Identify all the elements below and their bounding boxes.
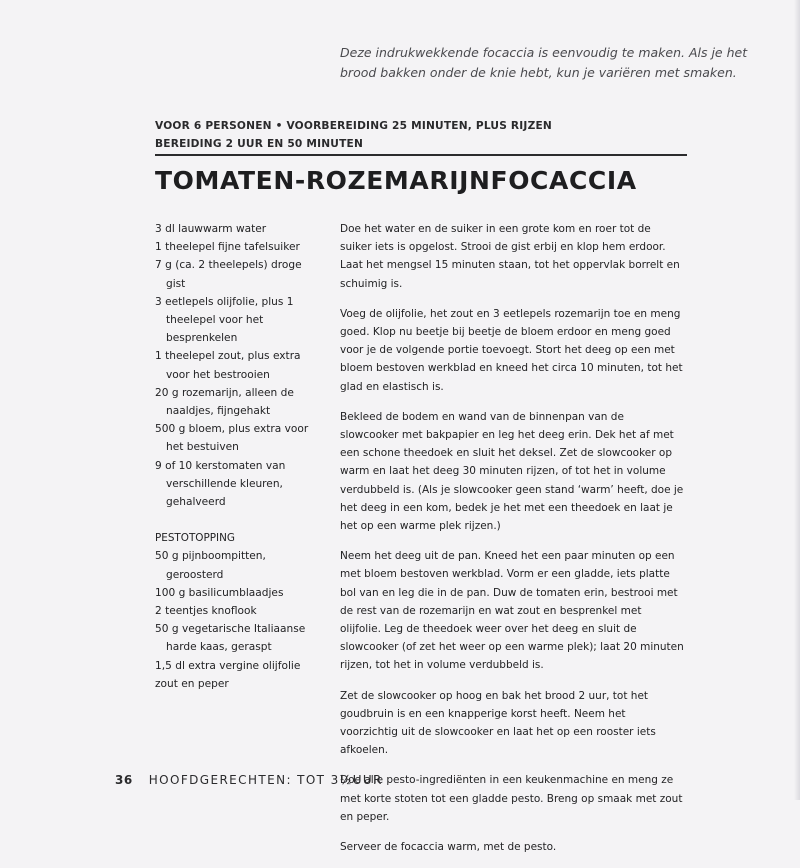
ingredient-item: 20 g rozemarijn, alleen de naaldjes, fijngehakt — [155, 386, 294, 418]
method-step: Neem het deeg uit de pan. Kneed het een paar minuten op een met bloem bestoven werkblad. Vorm er een gladde, iets platte bol van en leg die in de pan. Duw de tomaten erin, bestrooi met de rest van de rozemarijn en wat zout en besprenkel met olijfolie. Leg de theedoek weer over het deeg en sluit de slowcooker (of zet het weer op een warme plek); laat 20 minuten rijzen, tot het in volume verdubbeld is. — [340, 550, 684, 672]
page-edge — [794, 0, 800, 800]
recipe-title: TOMATEN-ROZEMARIJNFOCACCIA — [155, 166, 637, 195]
ingredient-item: 1 theelepel fijne tafelsuiker — [155, 241, 300, 254]
meta-cooking-time: BEREIDING 2 UUR EN 50 MINUTEN — [155, 138, 364, 150]
method-step: Bekleed de bodem en wand van de binnenpan van de slowcooker met bakpapier en leg het deeg erin. Dek het af met een schone theedoek en sluit het deksel. Zet de slowcooker op warm en laat het deeg 30 minuten rijzen, of tot het in volume verdubbeld is. (Als je slowcooker geen stand ‘warm’ heeft, doe je het deeg in een kom, bedek je het met een theedoek en laat je het op een warme plek rijzen.) — [340, 410, 684, 533]
ingredient-item: 3 dl lauwwarm water — [155, 223, 267, 235]
ingredient-item: 3 eetlepels olijfolie, plus 1 theelepel voor het besprenkelen — [155, 295, 294, 345]
title-divider — [155, 154, 687, 156]
method-step: Doe het water en de suiker in een grote kom en roer tot de suiker iets is opgelost. Strooi de gist erbij en klop hem erdoor. Laat het mengsel 15 minuten staan, tot het oppervlak borrelt en schuimig is. — [340, 223, 680, 290]
intro-text: Deze indrukwekkende focaccia is eenvoudig te maken. Als je het brood bakken onder de knie hebt, kun je variëren met smaken. — [340, 45, 748, 80]
method-step: Voeg de olijfolie, het zout en 3 eetlepels rozemarijn toe en meng goed. Klop nu beetje bij beetje de bloem erdoor en meng goed voor je de volgende portie toevoegt. Stort het deeg op een met bloem bestoven werkblad en kneed het circa 10 minuten, tot het glad en elastisch is. — [340, 307, 683, 393]
ingredient-item: 500 g bloem, plus extra voor het bestuiven — [155, 423, 309, 454]
method-step: Serveer de focaccia warm, met de pesto. — [340, 841, 557, 854]
pesto-ingredient-item: 50 g vegetarische Italiaanse harde kaas, geraspt — [155, 623, 306, 654]
pesto-ingredient-item: zout en peper — [155, 677, 229, 690]
ingredients-column — [155, 220, 320, 693]
pesto-ingredient-item: 2 teentjes knoflook — [155, 605, 257, 618]
meta-servings-prep: VOOR 6 PERSONEN • VOORBEREIDING 25 MINUTEN, PLUS RIJZEN — [155, 120, 552, 132]
pesto-ingredient-item: 1,5 dl extra vergine olijfolie — [155, 659, 301, 672]
method-step: Doe alle pesto-ingrediënten in een keukenmachine en meng ze met korte stoten tot een gladde pesto. Breng op smaak met zout en peper. — [340, 774, 683, 823]
pesto-ingredient-item: 100 g basilicumblaadjes — [155, 586, 284, 599]
method-column — [340, 220, 685, 868]
method-step: Zet de slowcooker op hoog en bak het brood 2 uur, tot het goudbruin is en een knapperige korst heeft. Neem het voorzichtig uit de slowcooker en laat het op een rooster iets afkoelen. — [340, 689, 656, 757]
section-name: HOOFDGERECHTEN: TOT 3½UUR — [148, 773, 383, 787]
pesto-ingredient-item: 50 g pijnboompitten, geroosterd — [155, 550, 266, 581]
page-number: 36 — [115, 773, 133, 787]
pesto-heading: PESTOTOPPING — [155, 532, 235, 545]
ingredient-item: 1 theelepel zout, plus extra voor het bestrooien — [155, 350, 301, 381]
ingredient-item: 9 of 10 kerstomaten van verschillende kleuren, gehalveerd — [155, 459, 286, 509]
ingredient-item: 7 g (ca. 2 theelepels) droge gist — [155, 259, 302, 290]
recipe-meta — [155, 117, 715, 153]
page-footer — [115, 773, 383, 787]
